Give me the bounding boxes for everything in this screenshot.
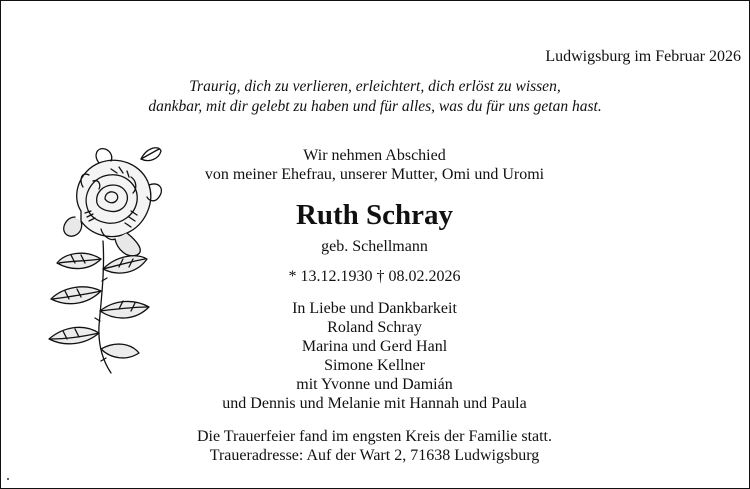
ceremony-note bbox=[161, 427, 588, 465]
rose-icon bbox=[41, 141, 166, 381]
address-line: Traueradresse: Auf der Wart 2, 71638 Ludwigsburg bbox=[209, 447, 540, 464]
life-dates: * 13.12.1930 † 08.02.2026 bbox=[288, 268, 461, 285]
mourner-line: In Liebe und Dankbarkeit bbox=[292, 300, 457, 317]
corner-mark bbox=[7, 478, 9, 480]
quote-line-1: Traurig, dich zu verlieren, erleichtert, dich erlöst zu wissen, bbox=[189, 78, 561, 95]
ceremony-line: Die Trauerfeier fand im engsten Kreis der Familie statt. bbox=[196, 428, 552, 445]
mourner-line: Simone Kellner bbox=[324, 357, 425, 374]
place-date: Ludwigsburg im Februar 2026 bbox=[545, 48, 741, 65]
maiden-name: geb. Schellmann bbox=[321, 238, 428, 255]
deceased-name: Ruth Schray bbox=[295, 199, 454, 231]
quote-line-2: dankbar, mit dir gelebt zu haben und für alles, was du für uns getan hast. bbox=[148, 98, 602, 115]
mourner-line: Roland Schray bbox=[327, 319, 422, 336]
mourners-list bbox=[161, 299, 588, 413]
intro-line-2: von meiner Ehefrau, unserer Mutter, Omi und Uromi bbox=[204, 166, 545, 183]
farewell-intro bbox=[161, 146, 588, 184]
memorial-quote bbox=[1, 77, 749, 117]
mourner-line: und Dennis und Melanie mit Hannah und Paula bbox=[222, 395, 527, 412]
mourner-line: Marina und Gerd Hanl bbox=[301, 338, 448, 355]
intro-line-1: Wir nehmen Abschied bbox=[303, 147, 446, 164]
mourner-line: mit Yvonne und Damián bbox=[296, 376, 453, 393]
